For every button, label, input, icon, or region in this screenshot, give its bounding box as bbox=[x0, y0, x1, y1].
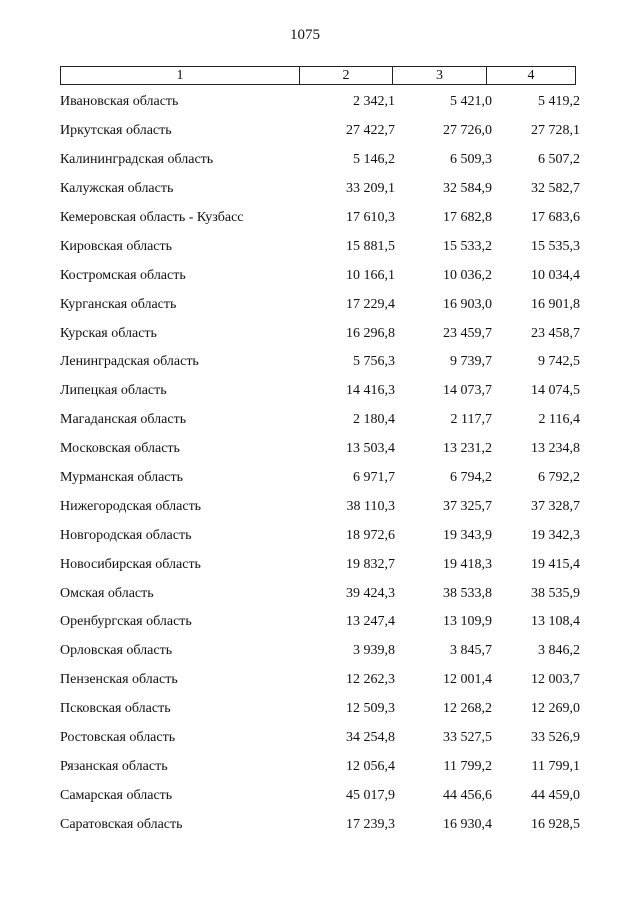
region-name: Мурманская область bbox=[60, 470, 184, 486]
table-row bbox=[60, 146, 580, 175]
value-col-4: 9 742,5 bbox=[538, 354, 580, 370]
value-col-2: 2 180,4 bbox=[353, 412, 395, 428]
value-col-3: 16 930,4 bbox=[443, 816, 492, 832]
region-name: Курганская область bbox=[60, 296, 177, 312]
value-col-4: 13 108,4 bbox=[531, 614, 580, 630]
value-col-2: 18 972,6 bbox=[346, 527, 395, 543]
table-row bbox=[60, 232, 580, 261]
table-row bbox=[60, 377, 580, 406]
value-col-2: 10 166,1 bbox=[346, 267, 395, 283]
table-row bbox=[60, 550, 580, 579]
value-col-2: 45 017,9 bbox=[346, 787, 395, 803]
value-col-4: 37 328,7 bbox=[531, 498, 580, 514]
value-col-3: 16 903,0 bbox=[443, 296, 492, 312]
value-col-3: 37 325,7 bbox=[443, 498, 492, 514]
table-row bbox=[60, 695, 580, 724]
region-name: Оренбургская область bbox=[60, 614, 192, 630]
value-col-3: 3 845,7 bbox=[450, 643, 492, 659]
value-col-3: 6 794,2 bbox=[450, 470, 492, 486]
column-header-3: 3 bbox=[393, 67, 487, 84]
value-col-3: 14 073,7 bbox=[443, 383, 492, 399]
value-col-3: 12 268,2 bbox=[443, 701, 492, 717]
table-row bbox=[60, 290, 580, 319]
region-name: Иркутская область bbox=[60, 123, 172, 139]
value-col-4: 38 535,9 bbox=[531, 585, 580, 601]
value-col-2: 14 416,3 bbox=[346, 383, 395, 399]
value-col-2: 2 342,1 bbox=[353, 94, 395, 110]
value-col-4: 44 459,0 bbox=[531, 787, 580, 803]
value-col-4: 6 507,2 bbox=[538, 152, 580, 168]
region-name: Калужская область bbox=[60, 181, 174, 197]
region-name: Кировская область bbox=[60, 238, 173, 254]
region-name: Магаданская область bbox=[60, 412, 187, 428]
table-row bbox=[60, 117, 580, 146]
region-name: Липецкая область bbox=[60, 383, 167, 399]
region-name: Калининградская область bbox=[60, 152, 214, 168]
table-row bbox=[60, 521, 580, 550]
table-row bbox=[60, 464, 580, 493]
value-col-3: 19 343,9 bbox=[443, 527, 492, 543]
value-col-4: 32 582,7 bbox=[531, 181, 580, 197]
value-col-3: 6 509,3 bbox=[450, 152, 492, 168]
region-name: Ростовская область bbox=[60, 730, 176, 746]
value-col-2: 16 296,8 bbox=[346, 325, 395, 341]
column-header-4: 4 bbox=[527, 68, 535, 83]
value-col-4: 27 728,1 bbox=[531, 123, 580, 139]
table-row bbox=[60, 781, 580, 810]
table-row bbox=[60, 810, 580, 839]
value-col-3: 13 231,2 bbox=[443, 441, 492, 457]
value-col-3: 38 533,8 bbox=[443, 585, 492, 601]
value-col-4: 12 269,0 bbox=[531, 701, 580, 717]
value-col-2: 5 756,3 bbox=[353, 354, 395, 370]
value-col-3: 5 421,0 bbox=[450, 94, 492, 110]
table-row bbox=[60, 666, 580, 695]
value-col-2: 27 422,7 bbox=[346, 123, 395, 139]
value-col-3: 13 109,9 bbox=[443, 614, 492, 630]
value-col-3: 2 117,7 bbox=[450, 412, 492, 428]
value-col-4: 11 799,1 bbox=[531, 758, 580, 774]
value-col-3: 44 456,6 bbox=[443, 787, 492, 803]
table-row bbox=[60, 261, 580, 290]
value-col-3: 10 036,2 bbox=[443, 267, 492, 283]
table-row bbox=[60, 348, 580, 377]
value-col-2: 17 239,3 bbox=[346, 816, 395, 832]
region-name: Кемеровская область - Кузбасс bbox=[60, 210, 244, 225]
value-col-4: 19 342,3 bbox=[531, 527, 580, 543]
value-col-2: 19 832,7 bbox=[346, 556, 395, 572]
table-row bbox=[60, 637, 580, 666]
value-col-2: 17 229,4 bbox=[346, 296, 395, 312]
value-col-4: 13 234,8 bbox=[531, 441, 580, 457]
value-col-4: 2 116,4 bbox=[538, 412, 580, 428]
value-col-3: 11 799,2 bbox=[443, 758, 492, 774]
page-number: 1075 bbox=[290, 27, 320, 43]
region-name: Новгородская область bbox=[60, 527, 192, 543]
region-name: Ивановская область bbox=[60, 94, 179, 110]
value-col-2: 13 247,4 bbox=[346, 614, 395, 630]
value-col-2: 6 971,7 bbox=[353, 470, 395, 486]
value-col-3: 17 682,8 bbox=[443, 210, 492, 225]
table-row bbox=[60, 435, 580, 464]
table-row bbox=[60, 406, 580, 435]
value-col-2: 15 881,5 bbox=[346, 238, 395, 254]
table-row bbox=[60, 724, 580, 753]
column-header-1: 1 bbox=[61, 67, 300, 84]
table-row bbox=[60, 608, 580, 637]
value-col-3: 9 739,7 bbox=[450, 354, 492, 370]
value-col-4: 17 683,6 bbox=[531, 210, 580, 225]
region-name: Новосибирская область bbox=[60, 556, 201, 572]
value-col-3: 12 001,4 bbox=[443, 672, 492, 688]
value-col-4: 12 003,7 bbox=[531, 672, 580, 688]
value-col-4: 33 526,9 bbox=[531, 730, 580, 746]
region-name: Московская область bbox=[60, 441, 180, 457]
value-col-3: 33 527,5 bbox=[443, 730, 492, 746]
value-col-2: 39 424,3 bbox=[346, 585, 395, 601]
region-name: Омская область bbox=[60, 585, 154, 601]
value-col-2: 3 939,8 bbox=[353, 643, 395, 659]
region-name: Пензенская область bbox=[60, 672, 178, 688]
value-col-3: 15 533,2 bbox=[443, 238, 492, 254]
region-name: Рязанская область bbox=[60, 758, 168, 774]
column-header-2: 2 bbox=[300, 67, 393, 84]
value-col-4: 15 535,3 bbox=[531, 238, 580, 254]
value-col-2: 12 509,3 bbox=[346, 701, 395, 717]
value-col-4: 5 419,2 bbox=[538, 94, 580, 110]
table-row bbox=[60, 319, 580, 348]
table-row bbox=[60, 88, 580, 117]
region-name: Орловская область bbox=[60, 643, 173, 659]
value-col-4: 19 415,4 bbox=[531, 556, 580, 572]
value-col-2: 13 503,4 bbox=[346, 441, 395, 457]
region-name: Самарская область bbox=[60, 787, 173, 803]
value-col-2: 38 110,3 bbox=[346, 498, 395, 514]
value-col-3: 27 726,0 bbox=[443, 123, 492, 139]
table-row bbox=[60, 579, 580, 608]
value-col-4: 14 074,5 bbox=[531, 383, 580, 399]
value-col-3: 32 584,9 bbox=[443, 181, 492, 197]
region-name: Ленинградская область bbox=[60, 354, 199, 370]
region-name: Костромская область bbox=[60, 267, 186, 283]
region-name: Курская область bbox=[60, 325, 157, 341]
value-col-2: 12 262,3 bbox=[346, 672, 395, 688]
table-row bbox=[60, 492, 580, 521]
value-col-2: 5 146,2 bbox=[353, 152, 395, 168]
table-body bbox=[60, 88, 580, 839]
value-col-4: 16 901,8 bbox=[531, 296, 580, 312]
region-name: Саратовская область bbox=[60, 816, 183, 832]
table-row bbox=[60, 175, 580, 204]
table-row bbox=[60, 752, 580, 781]
value-col-3: 23 459,7 bbox=[443, 325, 492, 341]
region-name: Псковская область bbox=[60, 701, 171, 717]
value-col-4: 6 792,2 bbox=[538, 470, 580, 486]
region-name: Нижегородская область bbox=[60, 498, 202, 514]
value-col-4: 23 458,7 bbox=[531, 325, 580, 341]
value-col-2: 17 610,3 bbox=[346, 210, 395, 225]
value-col-2: 33 209,1 bbox=[346, 181, 395, 197]
value-col-2: 34 254,8 bbox=[346, 730, 395, 746]
value-col-2: 12 056,4 bbox=[346, 758, 395, 774]
table-header bbox=[60, 66, 576, 85]
value-col-4: 10 034,4 bbox=[531, 267, 580, 283]
value-col-4: 16 928,5 bbox=[531, 816, 580, 832]
table-row bbox=[60, 204, 580, 233]
value-col-4: 3 846,2 bbox=[538, 643, 580, 659]
value-col-3: 19 418,3 bbox=[443, 556, 492, 572]
